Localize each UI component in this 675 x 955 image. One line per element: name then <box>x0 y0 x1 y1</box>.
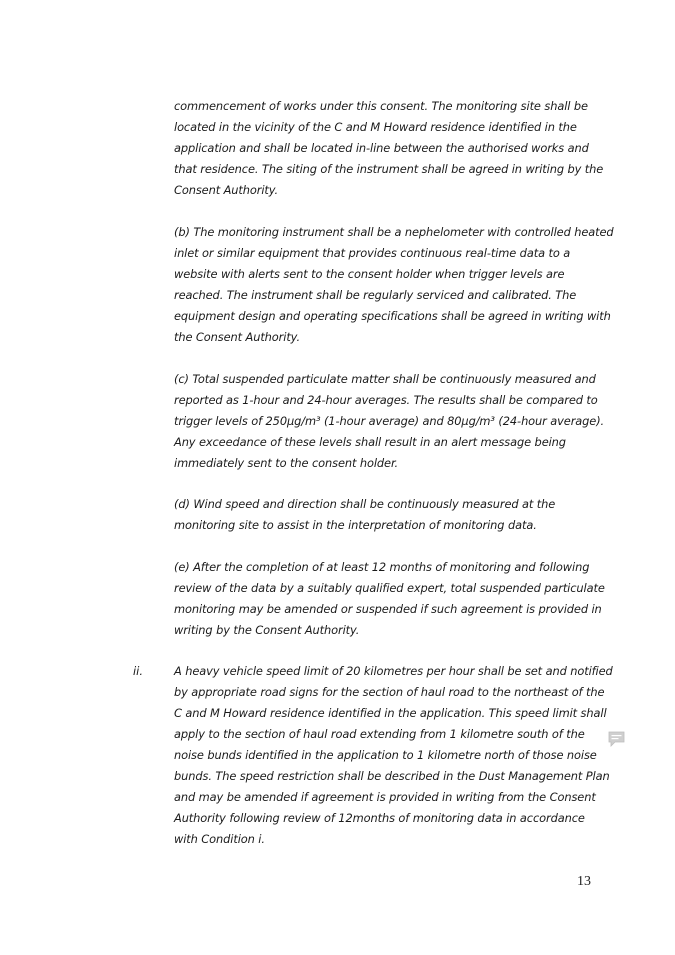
text-line: immediately sent to the consent holder. <box>174 456 399 470</box>
text-line: inlet or similar equipment that provides continuous real-time data to a <box>174 246 571 260</box>
text-line: equipment design and operating specifications shall be agreed in writing with <box>174 309 611 323</box>
text-line: C and M Howard residence identified in the application. This speed limit shall <box>174 706 607 720</box>
text-line: (b) The monitoring instrument shall be a nephelometer with controlled heated <box>174 225 614 239</box>
paragraph-e <box>174 557 605 641</box>
text-line: (c) Total suspended particulate matter shall be continuously measured and <box>174 372 596 386</box>
comment-icon-graphic <box>608 731 625 747</box>
text-line: monitoring site to assist in the interpretation of monitoring data. <box>174 518 537 532</box>
list-marker-ii: ii. <box>133 664 143 678</box>
text-line: application and shall be located in-line between the authorised works and <box>174 141 589 155</box>
text-line: monitoring may be amended or suspended if such agreement is provided in <box>174 602 602 616</box>
text-line: the Consent Authority. <box>174 330 300 344</box>
text-line: that residence. The siting of the instrument shall be agreed in writing by the <box>174 162 604 176</box>
text-line: website with alerts sent to the consent holder when trigger levels are <box>174 267 565 281</box>
text-line: bunds. The speed restriction shall be described in the Dust Management Plan <box>174 769 610 783</box>
text-line: (d) Wind speed and direction shall be continuously measured at the <box>174 497 556 511</box>
text-line: and may be amended if agreement is provided in writing from the Consent <box>174 790 596 804</box>
text-line: reached. The instrument shall be regularly serviced and calibrated. The <box>174 288 577 302</box>
paragraph-d <box>174 494 594 536</box>
text-line: writing by the Consent Authority. <box>174 623 360 637</box>
text-line: by appropriate road signs for the section of haul road to the northeast of the <box>174 685 605 699</box>
paragraph-b <box>174 222 614 348</box>
text-line: located in the vicinity of the C and M Howard residence identified in the <box>174 120 577 134</box>
paragraph-c <box>174 369 605 474</box>
text-line: with Condition i. <box>174 832 265 846</box>
text-line: noise bunds identified in the application to 1 kilometre north of those noise <box>174 748 597 762</box>
text-line: Authority following review of 12months of monitoring data in accordance <box>174 811 585 825</box>
paragraph-ii <box>174 661 613 850</box>
comment-icon[interactable] <box>608 731 625 747</box>
text-line: review of the data by a suitably qualified expert, total suspended particulate <box>174 581 605 595</box>
paragraph-commencement <box>174 96 604 201</box>
text-line: reported as 1-hour and 24-hour averages. The results shall be compared to <box>174 393 598 407</box>
text-line: A heavy vehicle speed limit of 20 kilometres per hour shall be set and notified <box>174 664 613 678</box>
page-number: 13 <box>577 874 591 889</box>
text-line: apply to the section of haul road extending from 1 kilometre south of the <box>174 727 585 741</box>
text-line: Consent Authority. <box>174 183 279 197</box>
text-line: trigger levels of 250µg/m³ (1-hour average) and 80µg/m³ (24-hour average). <box>174 414 605 428</box>
text-line: (e) After the completion of at least 12 months of monitoring and following <box>174 560 590 574</box>
text-line: Any exceedance of these levels shall result in an alert message being <box>174 435 566 449</box>
text-line: commencement of works under this consent. The monitoring site shall be <box>174 99 588 113</box>
